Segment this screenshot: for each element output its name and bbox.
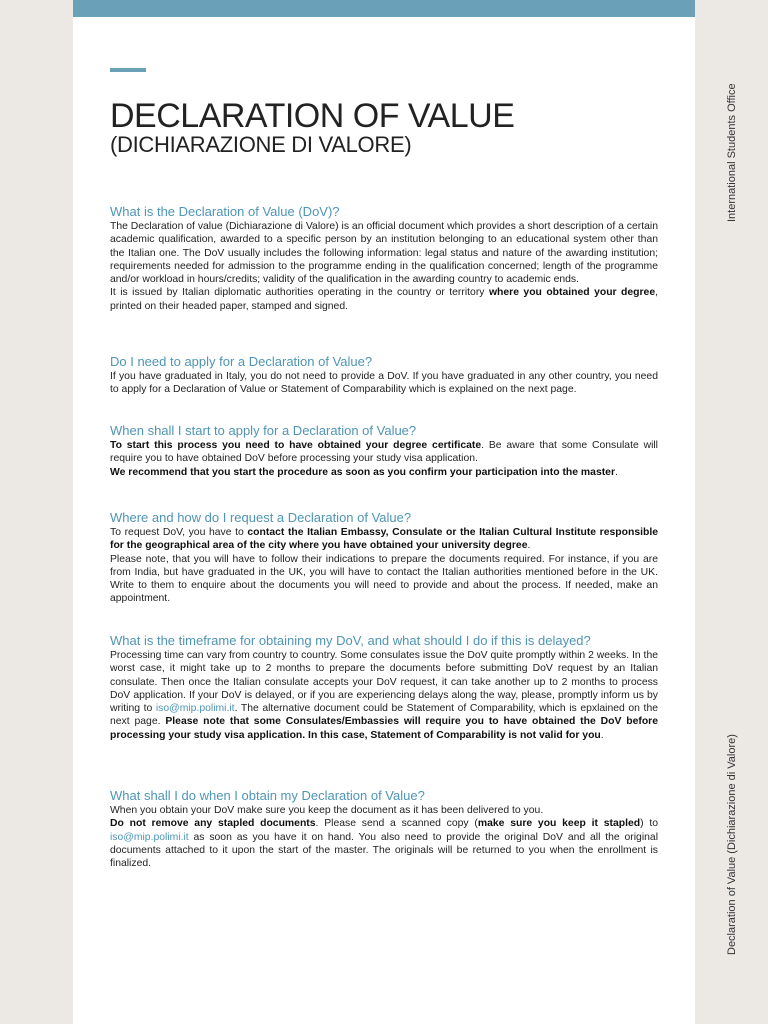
section-paragraph: It is issued by Italian diplomatic authorities operating in the country or territory where you obtained your degree, printed on their headed paper, stamped and signed. (110, 287, 659, 312)
section-paragraph: We recommend that you start the procedure as soon as you confirm your participation into the master. (110, 466, 618, 478)
section-heading: What is the timeframe for obtaining my DoV, and what should I do if this is delayed? (110, 633, 591, 648)
section-paragraph: Do not remove any stapled documents. Please send a scanned copy (make sure you keep it stapled) to iso@mip.polimi.it as soon as you have it on hand. You also need to provide the original DoV and all the original documents attached to it upon the start of the master. The originals will be returned to you when the enrollment is finalized. (110, 818, 659, 870)
side-label-office: International Students Office (726, 83, 738, 222)
section-heading: When shall I start to apply for a Declaration of Value? (110, 423, 417, 438)
title-accent-line (110, 68, 146, 72)
section-when-obtained (110, 788, 658, 870)
section-heading: Where and how do I request a Declaration of Value? (110, 510, 412, 525)
document-page (73, 0, 695, 1024)
section-paragraph: If you have graduated in Italy, you do not need to provide a DoV. If you have graduated in any other country, you need to apply for a Declaration of Value or Statement of Comparability which is explained on the next page. (110, 371, 658, 396)
section-need-to-apply (110, 354, 658, 397)
section-where-how-request (110, 510, 658, 606)
page-title: DECLARATION OF VALUE (110, 97, 515, 135)
section-paragraph: The Declaration of value (Dichiarazione di Valore) is an official document which provides a short description of a certain academic qualification, awarded to a specific person by an institution belonging to an educational system other than the Italian one. The DoV usually includes the following information: legal status and nature of the awarding institution; requirements needed for admission to the programme ending in the qualification concerned; length of the programme and/or workload in hours/credits; validity of the qualification in the awarding country to academic ends. (110, 221, 658, 286)
section-paragraph: Processing time can vary from country to country. Some consulates issue the DoV quite promptly within 2 weeks. In the worst case, it might take up to 2 months to prepare the documents before submitting DoV request by an Italian consulate. Then once the Italian consulate accepts your DoV request, it can take another up to 2 months to process DoV application. If your DoV is delayed, or if you are experiencing delays along the way, please, promptly inform us by writing to iso@mip.polimi.it. The alternative document could be Statement of Comparability, which is epxlained on the next page. Please note that some Consulates/Embassies will require you to have obtained the DoV before processing your study visa application. In this case, Statement of Comparability is not valid for you. (110, 650, 658, 741)
email-link[interactable]: iso@mip.polimi.it (110, 831, 189, 843)
section-paragraph: Please note, that you will have to follow their indications to prepare the documents required. For instance, if you are from India, but have graduated in the UK, you will have to contact the Italian authorities mentioned before in the UK. Write to them to enquire about the documents you will need to provide and about the process. If needed, make an appointment. (110, 553, 658, 605)
section-paragraph: To request DoV, you have to contact the Italian Embassy, Consulate or the Italian Cultural Institute responsible for the geographical area of the city where you have obtained your university degree. (110, 527, 658, 552)
section-paragraph: To start this process you need to have obtained your degree certificate. Be aware that some Consulate will require you to have obtained DoV before processing your study visa application. (110, 440, 658, 465)
page-subtitle: (DICHIARAZIONE DI VALORE) (110, 132, 412, 157)
section-timeframe (110, 633, 658, 742)
section-paragraph: When you obtain your DoV make sure you keep the document as it has been delivered to you. (110, 805, 544, 816)
section-heading: What shall I do when I obtain my Declaration of Value? (110, 788, 425, 803)
email-link[interactable]: iso@mip.polimi.it (155, 703, 235, 715)
side-label-document: Declaration of Value (Dichiarazione di Valore) (726, 734, 738, 955)
section-what-is-dov (110, 204, 658, 313)
top-accent-bar (73, 0, 695, 17)
section-heading: Do I need to apply for a Declaration of Value? (110, 354, 373, 369)
section-when-to-apply (110, 423, 658, 479)
section-heading: What is the Declaration of Value (DoV)? (110, 204, 340, 219)
